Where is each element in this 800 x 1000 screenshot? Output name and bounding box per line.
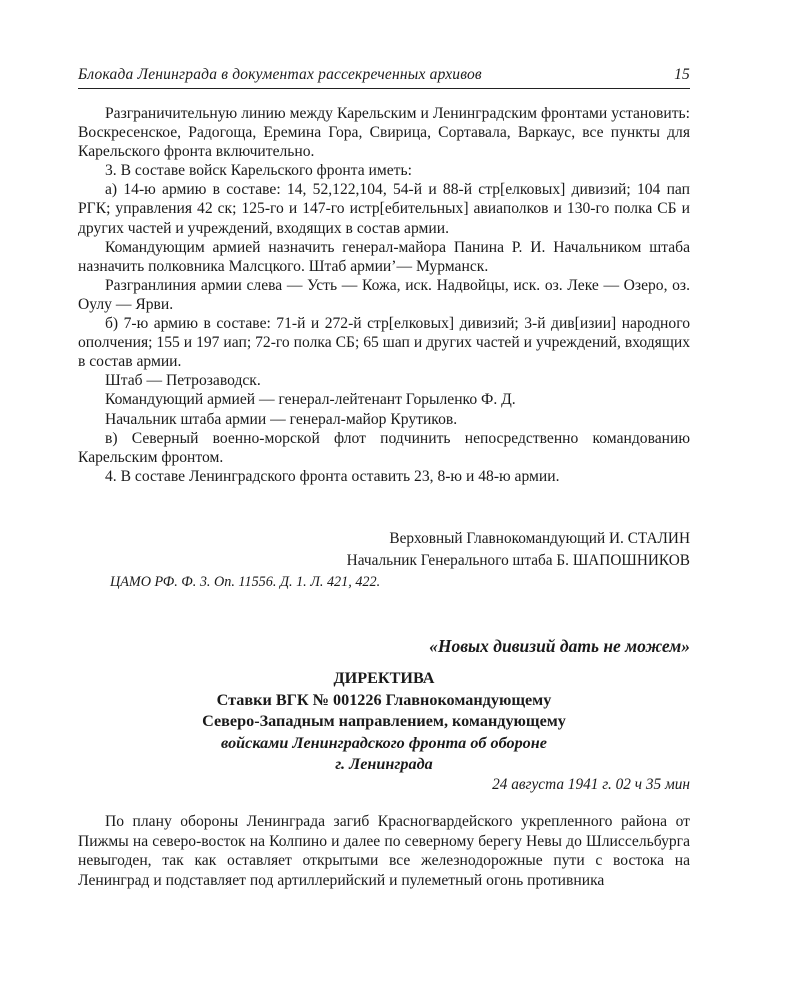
paragraph-commander-appointment: Командующим армией назначить генерал-майора Панина Р. И. Начальником штаба назначить полковника Малсцкого. Штаб армии’— Мурманск.	[78, 238, 690, 275]
signature-block	[78, 528, 690, 572]
directive-subtitle-line: Ставки ВГК № 001226 Главнокомандующему	[216, 690, 552, 709]
header-title: Блокада Ленинграда в документах рассекреченных архивов	[78, 66, 482, 83]
page-number: 15	[674, 66, 690, 83]
paragraph-left-boundary: Разгранлиния армии слева — Усть — Кожа, иск. Надвойцы, иск. оз. Леке — Озеро, оз. Оулу — Ярви.	[78, 276, 690, 313]
paragraph-headquarters: Штаб — Петрозаводск.	[105, 372, 261, 390]
signature-shaposhnikov: Начальник Генерального штаба Б. ШАПОШНИКОВ	[346, 552, 690, 569]
running-header	[78, 66, 690, 84]
signature-stalin: Верховный Главнокомандующий И. СТАЛИН	[389, 530, 690, 547]
directive-continuation	[78, 104, 690, 486]
paragraph-7th-army: б) 7-ю армию в составе: 71-й и 272-й стр[елковых] дивизий; 3-й див[изии] народного ополчения; 155 и 197 иап; 72-го полка СБ; 65 шап и других частей и учреждений, входящих в состав армии.	[78, 315, 690, 371]
directive-date: 24 августа 1941 г. 02 ч 35 мин	[492, 776, 690, 793]
directive-subtitle-line: г. Ленинграда	[335, 755, 433, 773]
section-epigraph: «Новых дивизий дать не можем»	[429, 636, 690, 656]
paragraph-item-4: 4. В составе Ленинградского фронта оставить 23, 8-ю и 48-ю армии.	[105, 467, 560, 485]
paragraph-boundary-line: Разграничительную линию между Карельским и Ленинградским фронтами установить: Воскресенское, Радогоща, Еремина Гора, Свирица, Сортавала, Варкаус, все пункты для Карельского фронта включительно.	[78, 105, 690, 161]
paragraph-army-commander: Командующий армией — генерал-лейтенант Горыленко Ф. Д.	[105, 391, 516, 409]
paragraph-item-3: 3. В составе войск Карельского фронта иметь:	[105, 162, 412, 180]
directive-subtitle-line: войсками Ленинградского фронта об обороне	[221, 733, 547, 752]
header-divider	[78, 88, 690, 89]
paragraph-northern-fleet: в) Северный военно-морской флот подчинить непосредственно командованию Карельским фронтом.	[78, 429, 690, 466]
archive-reference: ЦАМО РФ. Ф. 3. Оп. 11556. Д. 1. Л. 421, 422.	[110, 574, 381, 590]
directive-heading	[78, 668, 690, 776]
paragraph-chief-of-staff: Начальник штаба армии — генерал-майор Крутиков.	[105, 410, 458, 428]
body-paragraph: По плану обороны Ленинграда загиб Красногвардейского укрепленного района от Пижмы на северо-восток на Колпино и далее по северному берегу Невы до Шлиссельбурга невыгоден, так как оставляет открытыми все железнодорожные пути с востока на Ленинград и подставляет под артиллерийский и пулеметный огонь противника	[78, 813, 690, 889]
paragraph-14th-army: а) 14-ю армию в составе: 14, 52,122,104, 54-й и 88-й стр[елковых] дивизий; 104 пап РГК; управления 42 ск; 125-го и 147-го истр[ебительных] авиаполков и 130-го полка СБ и других частей и учреждений, входящих в состав армии.	[78, 181, 690, 237]
directive-title: ДИРЕКТИВА	[333, 669, 435, 687]
directive-subtitle-line: Северо-Западным направлением, командующему	[202, 712, 566, 730]
directive-body	[78, 812, 690, 890]
